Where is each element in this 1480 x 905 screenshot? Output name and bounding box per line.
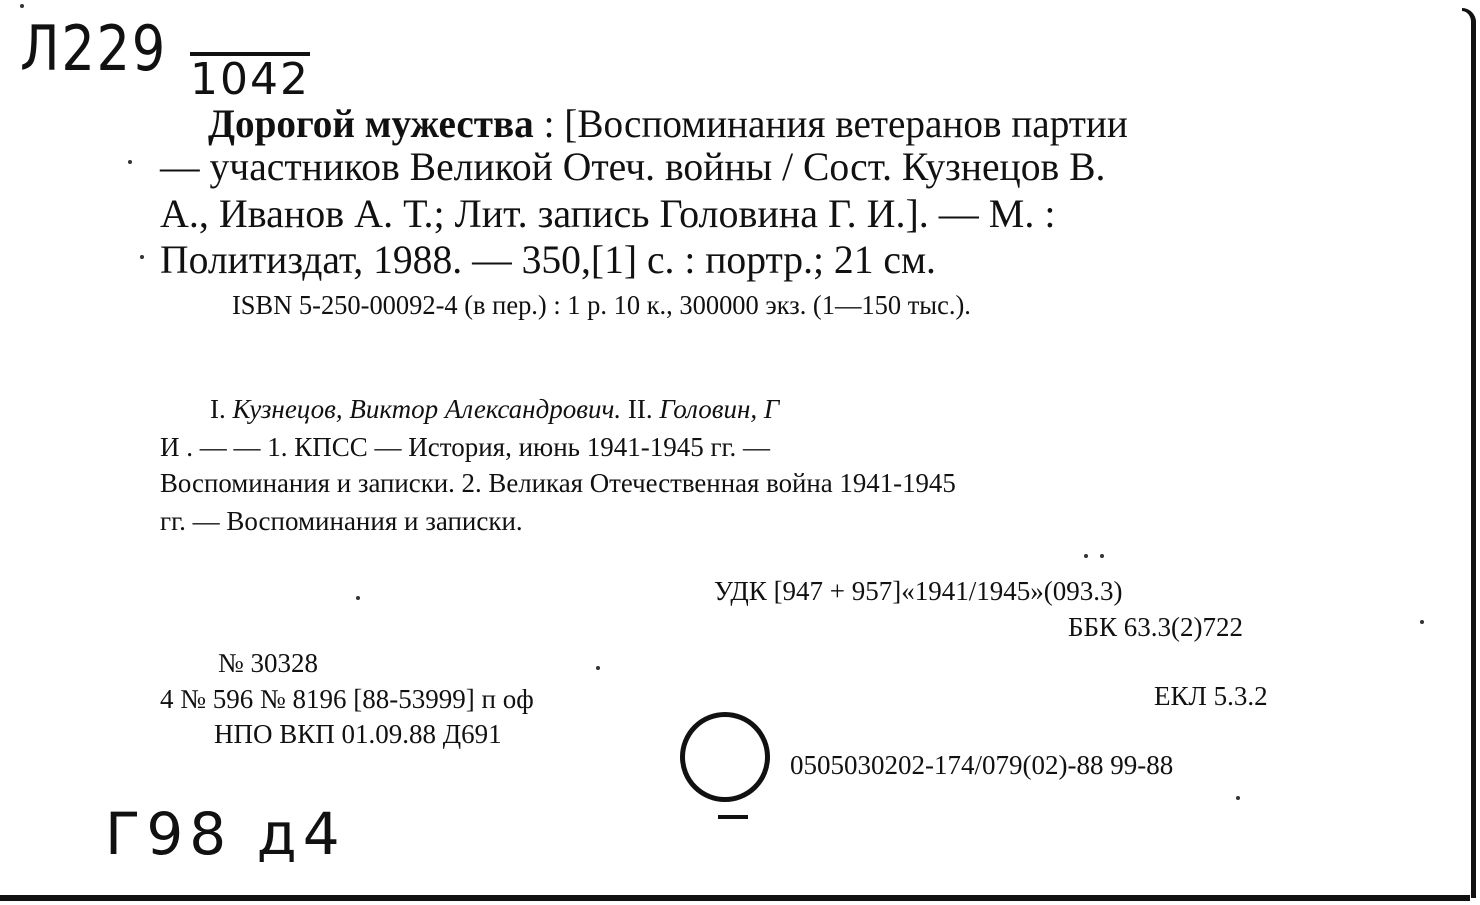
entry-line-1 [208, 100, 1128, 147]
stamp-dash [718, 815, 748, 819]
order-line: 4 № 596 № 8196 [88-53999] п оф [160, 684, 534, 714]
scan-speck [1084, 554, 1088, 558]
tracing-numeral-2: II. [621, 394, 660, 424]
tracing-line-2: И . — — 1. КПСС — История, июнь 1941-1945 гг. — [160, 432, 771, 462]
circle-stamp [680, 712, 770, 802]
scan-speck [596, 666, 600, 670]
scan-speck [1100, 554, 1104, 558]
scan-speck [1236, 796, 1240, 800]
entry-line-2: — участников Великой Отеч. войны / Сост. Кузнецов В. [160, 144, 1106, 189]
entry-line-1-rest: : [Воспоминания ветеранов партии [533, 101, 1128, 146]
scan-speck [356, 596, 360, 600]
entry-line-3: А., Иванов А. Т.; Лит. запись Головина Г. И.]. — М. : [160, 191, 1056, 236]
npo-line: НПО ВКП 01.09.88 Д691 [214, 719, 502, 749]
shelf-mark-bottom: Г98 д4 [105, 800, 346, 868]
tracing-line-4: гг. — Воспоминания и записки. [160, 506, 523, 536]
tracing-numeral-1: I. [210, 394, 233, 424]
publication-code: 0505030202-174/079(02)-88 99-88 [790, 750, 1174, 780]
scan-speck [128, 160, 132, 164]
isbn-line: ISBN 5-250-00092-4 (в пер.) : 1 р. 10 к., 300000 экз. (1—150 тыс.). [232, 290, 971, 320]
tracing-author-2: Головин, Г [659, 394, 780, 424]
udk-code: УДК [947 + 957]«1941/1945»(093.3) [714, 576, 1123, 606]
entry-title: Дорогой мужества [208, 101, 534, 146]
scan-speck [20, 4, 24, 8]
scan-speck [1420, 620, 1424, 624]
card-edge-right [1462, 8, 1476, 898]
bbk-code: ББК 63.3(2)722 [1068, 612, 1243, 642]
entry-line-4: Политиздат, 1988. — 350,[1] с. : портр.; 21 см. [160, 237, 936, 282]
card-edge-bottom [0, 895, 1470, 901]
tracing-line-1 [210, 394, 779, 425]
shelf-mark-sub: 1042 [190, 54, 310, 105]
scan-speck [140, 255, 144, 259]
card-number: № 30328 [218, 648, 319, 678]
tracing-author-1: Кузнецов, Виктор Александрович. [232, 394, 622, 424]
tracing-line-3: Воспоминания и записки. 2. Великая Отечественная война 1941-1945 [160, 468, 956, 498]
ekl-code: ЕКЛ 5.3.2 [1154, 681, 1268, 711]
shelf-mark-top: Л229 [20, 12, 168, 85]
